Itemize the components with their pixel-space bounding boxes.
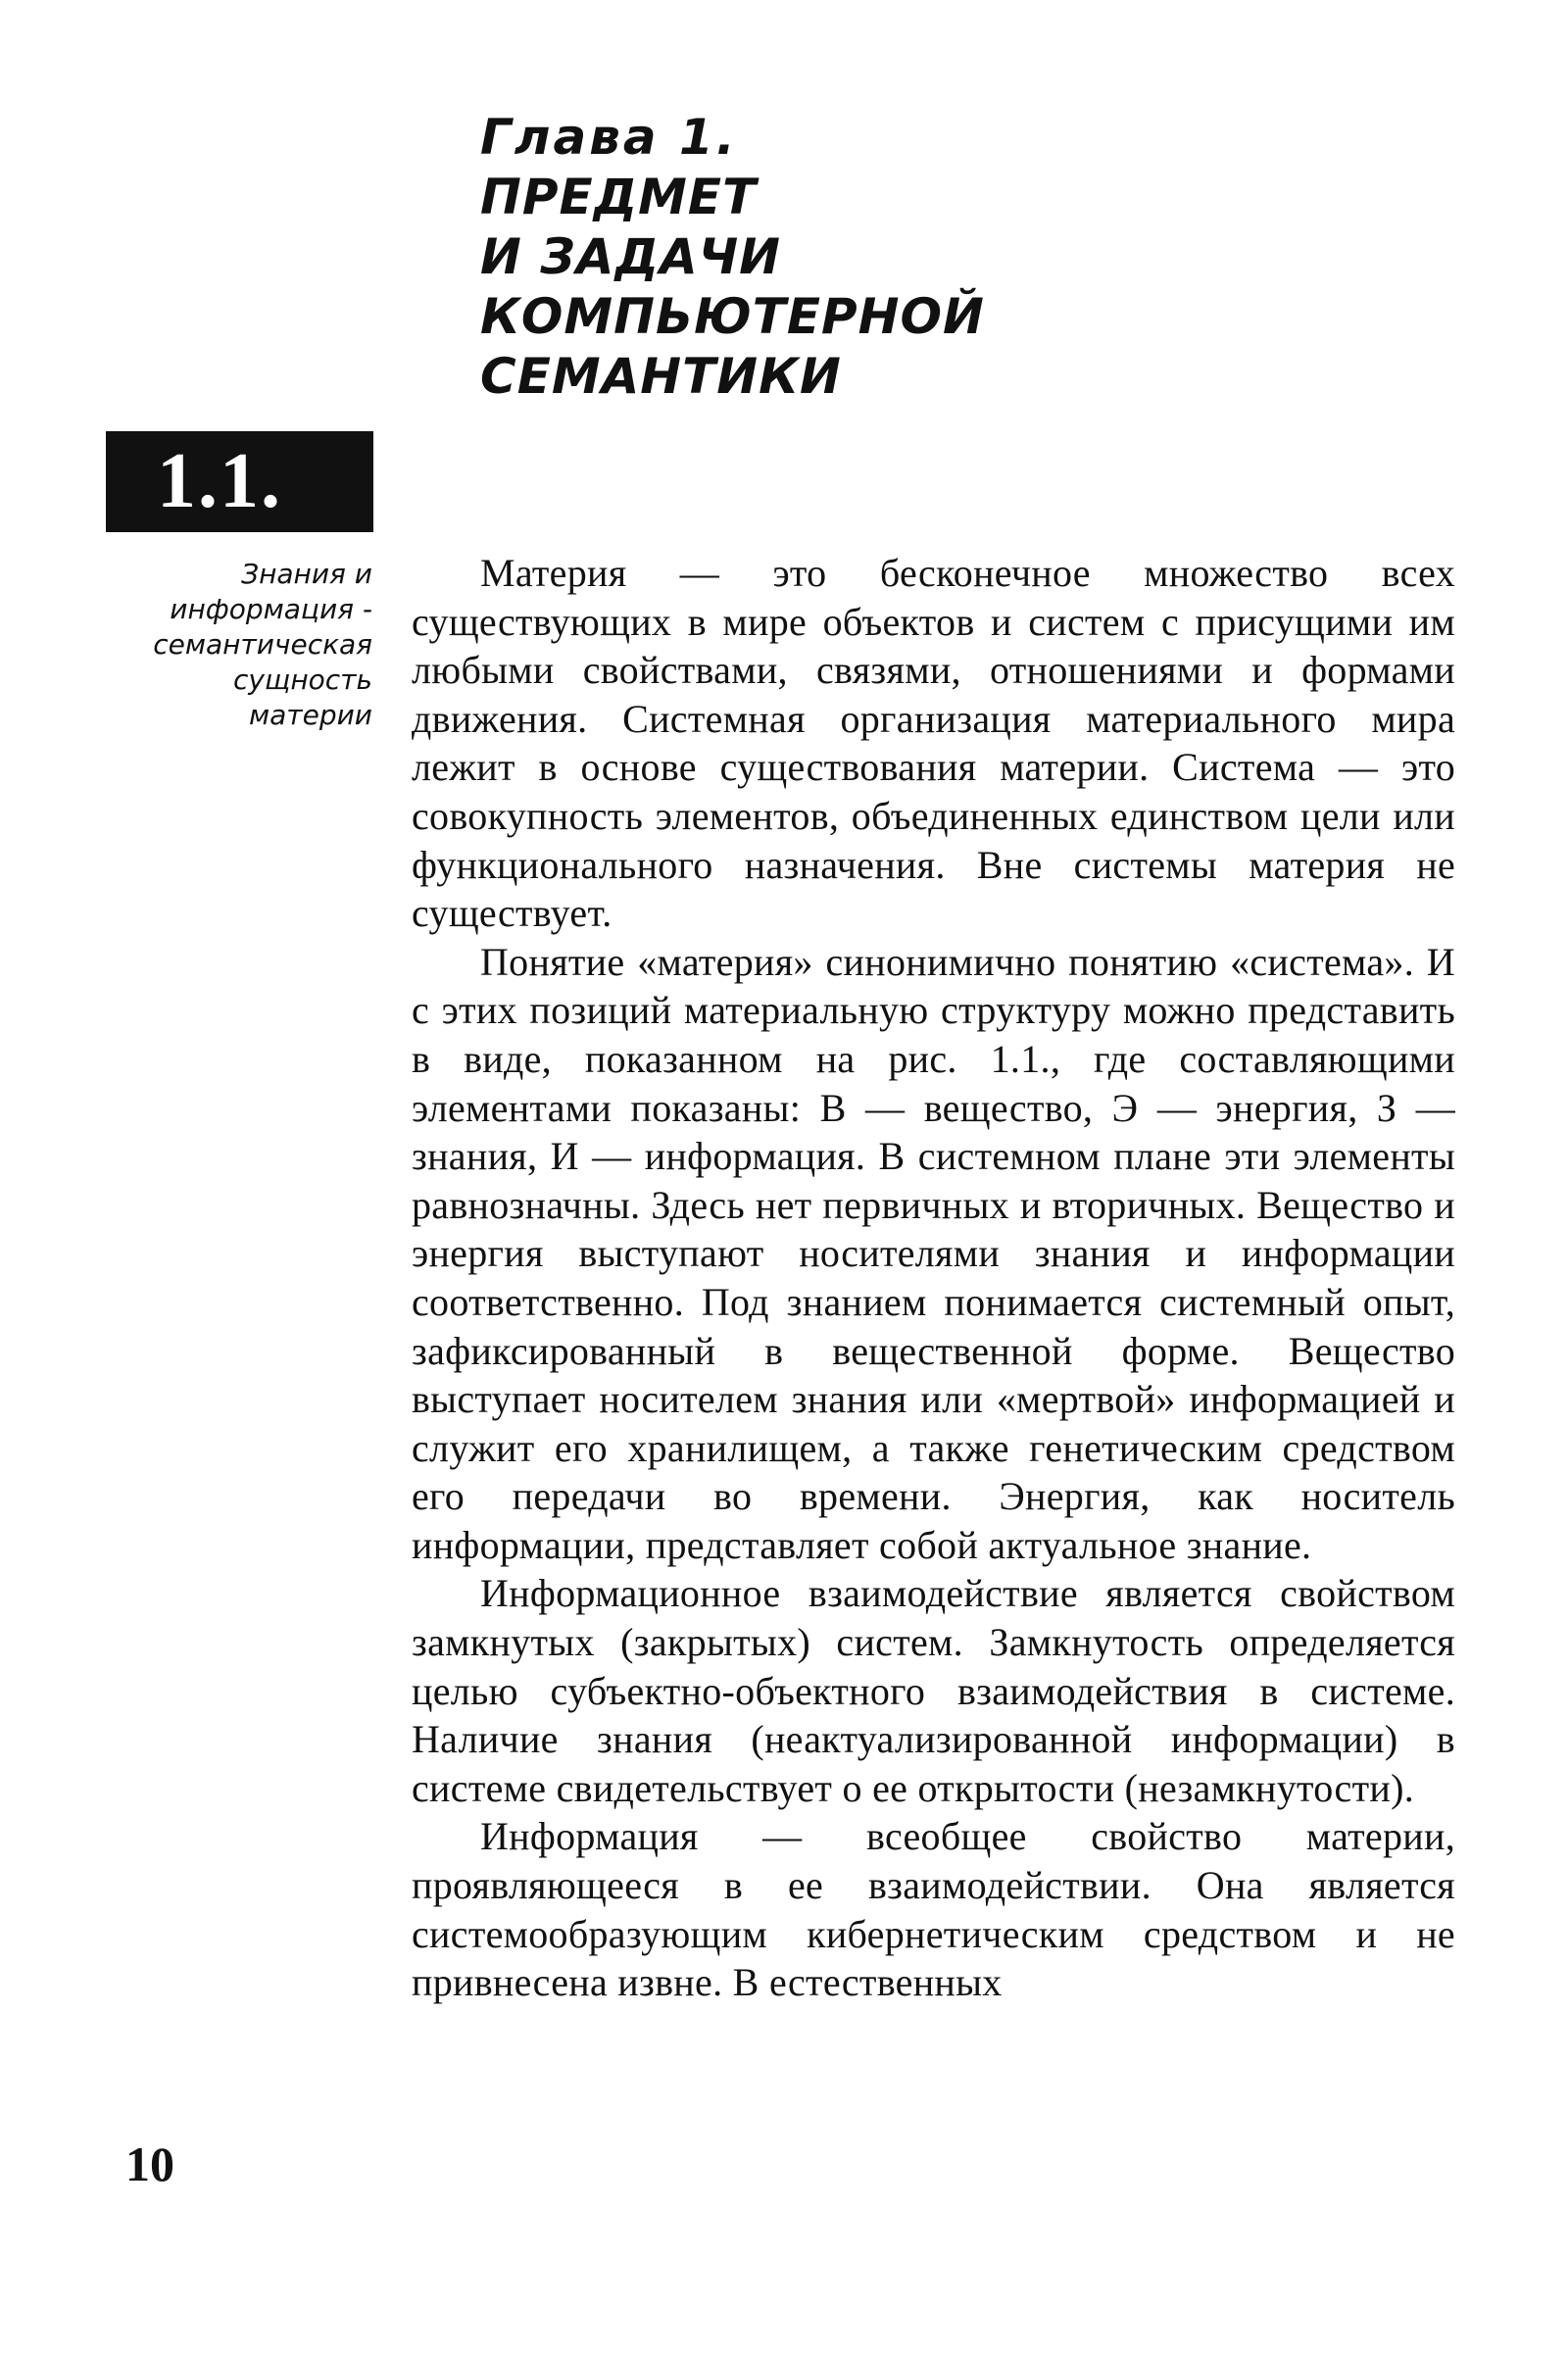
- chapter-title-line: ПРЕДМЕТ: [480, 169, 758, 225]
- margin-note: [78, 557, 372, 733]
- margin-note-line: материи: [249, 699, 372, 731]
- chapter-title-line: СЕМАНТИКИ: [480, 348, 842, 405]
- paragraph: Материя — это бесконечное множество всех существующих в мире объектов и систем с присущими им любыми свойствами, связями, отношениями и формами движения. Системная организация материального мира лежит в основе существования материи. Система — это совокупность элементов, объединенных единством цели или функционального назначения. Вне системы материя не существует.: [412, 551, 1455, 936]
- paragraph: Информация — всеобщее свойство материи, проявляющееся в ее взаимодействии. Она является системообразующим кибернетическим средством и не привнесена извне. В естественных: [412, 1814, 1455, 2005]
- chapter-title-line: КОМПЬЮТЕРНОЙ: [480, 288, 985, 345]
- body-text: [412, 549, 1455, 2007]
- margin-note-line: Знания и: [241, 558, 372, 590]
- section-number-badge: [106, 431, 373, 532]
- chapter-title-line: И ЗАДАЧИ: [480, 228, 781, 285]
- paragraph: Понятие «материя» синонимично понятию «система». И с этих позиций материальную структуру можно представить в виде, показанном на рис. 1.1., где составляющими элементами показаны: В — вещество, Э — энергия, З — знания, И — информация. В системном плане эти элементы равнозначны. Здесь нет первичных и вторичных. Вещество и энергия выступают носителями знания и информации соответственно. Под знанием понимается системный опыт, зафиксированный в вещественной форме. Вещество выступает носителем знания или «мертвой» информацией и служит его хранилищем, а также генетическим средством его передачи во времени. Энергия, как носитель информации, представляет собой актуальное знание.: [412, 939, 1455, 1567]
- margin-note-line: информация -: [170, 593, 372, 625]
- chapter-label: Глава 1.: [480, 109, 738, 166]
- section-number: 1.1.: [157, 438, 282, 524]
- margin-note-line: сущность: [233, 663, 372, 696]
- paragraph: Информационное взаимодействие является свойством замкнутых (закрытых) систем. Замкнутость определяется целью субъектно-объектного взаимодействия в системе. Наличие знания (неактуализированной информации) в системе свидетельствует о ее открытости (незамкнутости).: [412, 1571, 1455, 1810]
- page-number: 10: [125, 2136, 174, 2191]
- margin-note-line: семантическая: [153, 628, 372, 661]
- chapter-heading: [480, 108, 985, 407]
